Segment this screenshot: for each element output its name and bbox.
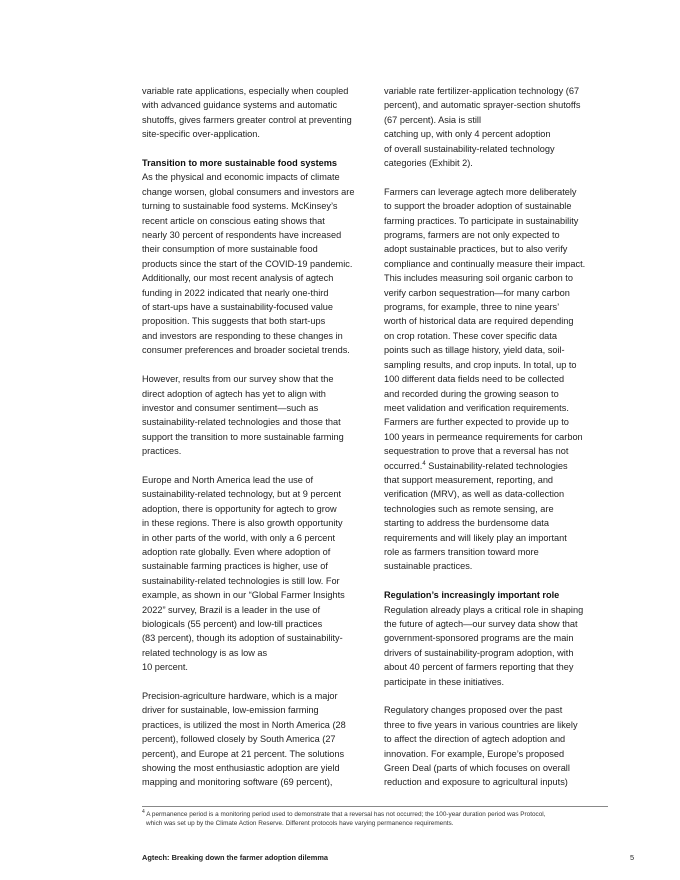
line-with-footnote-ref: occurred.$^4$ Sustainability-related technologies	[384, 460, 568, 471]
section-heading-sustainable-food: Transition to more sustainable food systems	[142, 158, 338, 169]
left-column	[142, 84, 372, 790]
section-heading-regulation: Regulation’s increasingly important role	[384, 590, 560, 601]
paragraph-intro-right: variable rate fertilizer-application technology (67 percent), and automatic sprayer-section shutoffs (67 percent). Asia is still catching up, with only 4 percent adoption of overall sustainability-related technology categories (Exhibit 2).	[384, 86, 581, 169]
paragraph-europe: Europe and North America lead the use of sustainability-related technology, but at 9 percent adoption, there is opportunity for agtech to grow in these regions. There is also growth opportunity in other parts of the world, with only a 6 percent adoption rate globally. Even where adoption of sustainable farming practices is higher, use of sustainability-related technologies is still low. For example, as shown in our “Global Farmer Insights 2022” survey, Brazil is a leader in the use of biologicals (55 percent) and low-till practices (83 percent), though its adoption of sustainability- related technology is as low as 10 percent.	[142, 474, 345, 673]
paragraph-regulation: Regulation already plays a critical role in shaping the future of agtech—our survey data show that government-sponsored programs are the main drivers of sustainability-program adoption, with about 40 percent of farmers reporting that they participate in these initiatives.	[384, 604, 584, 687]
footnote-number: 4	[142, 808, 145, 815]
right-column	[384, 84, 606, 790]
footnote: $^4$ A permanence period is a monitoring period used to demonstrate that a reversal has not occurred; the 100-year duration period was Protocol, which was set up by the Climate Action Reserve. Different protocols have varying permanence requirements.	[142, 808, 546, 827]
paragraph-intro-left: variable rate applications, especially when coupled with advanced guidance systems and automatic shutoffs, gives farmers greater control at preventing site-specific over-application.	[142, 86, 352, 140]
paragraph-regulatory-changes: Regulatory changes proposed over the past three to five years in various countries are likely to affect the direction of agtech adoption and innovation. For example, Europe’s proposed Green Deal (parts of which focuses on overall reduction and exposure to agricultural inputs)	[384, 705, 578, 788]
footer-document-title: Agtech: Breaking down the farmer adoption dilemma	[142, 853, 329, 862]
footnote-reference[interactable]: 4	[422, 460, 426, 467]
paragraph-farmers: Farmers can leverage agtech more deliberately to support the broader adoption of sustainable farming practices. To participate in sustainability programs, farmers are not only expected to adopt sustainable practices, but to also verify compliance and continually measure their impact. This includes measuring soil organic carbon to verify carbon sequestration—for many carbon programs, for example, three to nine years’ worth of historical data are required depending on crop rotation. These cover specific data points such as tillage history, yield data, soil- sampling results, and crop inputs. In total, up to 100 different data fields need to be collected and recorded during the growing season to meet validation and verification requirements. Farmers are further expected to provide up to 100 years in permeance requirements for carbon sequestration to prove that a reversal has not occurred.$^4$ Sustainability-related technologies that support measurement, reporting, and verification (MRV), as well as data-collection technologies such as remote sensing, are starting to address the burdensome data requirements and will likely play an important role as farmers transition toward more sustainable practices.	[384, 185, 606, 574]
page-number: 5	[630, 853, 635, 862]
paragraph-however: However, results from our survey show that the direct adoption of agtech has yet to align with investor and consumer sentiment—such as sustainability-related technologies and those that support the transition to more sustainable farming practices.	[142, 374, 344, 457]
paragraph-precision: Precision-agriculture hardware, which is a major driver for sustainable, low-emission farming practices, is utilized the most in North America (28 percent), followed closely by South America (27 percent), and Europe at 21 percent. The solutions showing the most enthusiastic adoption are yield mapping and monitoring software (69 percent),	[142, 691, 346, 788]
footnote-divider	[142, 806, 608, 807]
paragraph-sustainable-food: As the physical and economic impacts of climate change worsen, global consumers and investors are turning to sustainable food systems. McKinsey’s recent article on conscious eating shows that nearly 30 percent of respondents have increased their consumption of more sustainable food products since the start of the COVID-19 pandemic. Additionally, our most recent analysis of agtech funding in 2022 indicated that nearly one-third of start-ups have a sustainability-focused value proposition. This suggests that both start-ups and investors are responding to these changes in consumer preferences and broader societal trends.	[142, 172, 355, 356]
